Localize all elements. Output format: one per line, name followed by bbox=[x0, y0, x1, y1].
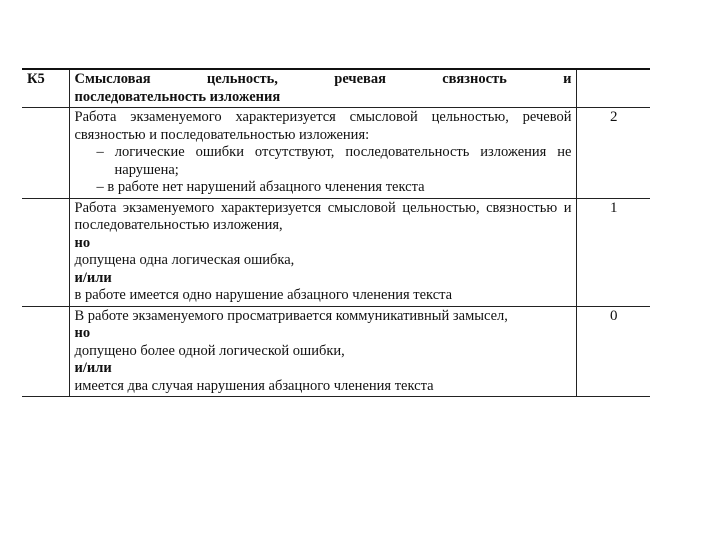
empty-code-cell bbox=[22, 108, 69, 199]
bullet-list bbox=[75, 144, 572, 197]
criterion-code: К5 bbox=[22, 69, 69, 108]
title-word: связность bbox=[442, 71, 507, 87]
criterion-title-line1 bbox=[75, 71, 572, 89]
bullet-item: – логические ошибки отсутствуют, последовательность изложения не нарушена; bbox=[75, 144, 572, 179]
score-value: 2 bbox=[576, 108, 650, 199]
score-row-0 bbox=[22, 306, 650, 397]
conjunction: но bbox=[74, 234, 91, 251]
conjunction: и/или bbox=[74, 360, 112, 376]
row-intro: Работа экзаменуемого характеризуется смысловой цельностью, речевой связностью и последовательностью изложения: bbox=[74, 109, 572, 143]
score-value: 0 bbox=[576, 306, 650, 397]
row-line: в работе имеется одно нарушение абзацного членения текста bbox=[74, 287, 453, 303]
title-word: цельность, bbox=[206, 71, 278, 87]
score-row-2 bbox=[22, 108, 650, 199]
score-value: 1 bbox=[576, 198, 650, 306]
empty-code-cell bbox=[22, 306, 69, 397]
score-row-description bbox=[69, 306, 576, 397]
row-intro: В работе экзаменуемого просматривается коммуникативный замысел, bbox=[74, 307, 508, 324]
criterion-title bbox=[69, 69, 576, 108]
title-word: и bbox=[563, 71, 572, 87]
conjunction: и/или bbox=[74, 269, 112, 286]
criterion-header-row bbox=[22, 69, 650, 108]
title-word: Смысловая bbox=[74, 71, 151, 87]
criteria-table bbox=[22, 68, 650, 397]
empty-code-cell bbox=[22, 198, 69, 306]
criterion-title-line2: последовательность изложения bbox=[74, 88, 281, 105]
row-line: допущена одна логическая ошибка, bbox=[74, 252, 295, 268]
conjunction: но bbox=[74, 325, 91, 341]
score-row-description bbox=[69, 108, 576, 199]
title-word: речевая bbox=[334, 71, 386, 87]
row-line: имеется два случая нарушения абзацного членения текста bbox=[74, 377, 434, 394]
row-intro: Работа экзаменуемого характеризуется смысловой цельностью, связностью и последовательностью изложения, bbox=[74, 199, 572, 233]
bullet-item: – в работе нет нарушений абзацного членения текста bbox=[75, 179, 572, 197]
row-line: допущено более одной логической ошибки, bbox=[74, 342, 345, 359]
score-row-1 bbox=[22, 198, 650, 306]
header-score-cell bbox=[576, 69, 650, 108]
score-row-description bbox=[69, 198, 576, 306]
